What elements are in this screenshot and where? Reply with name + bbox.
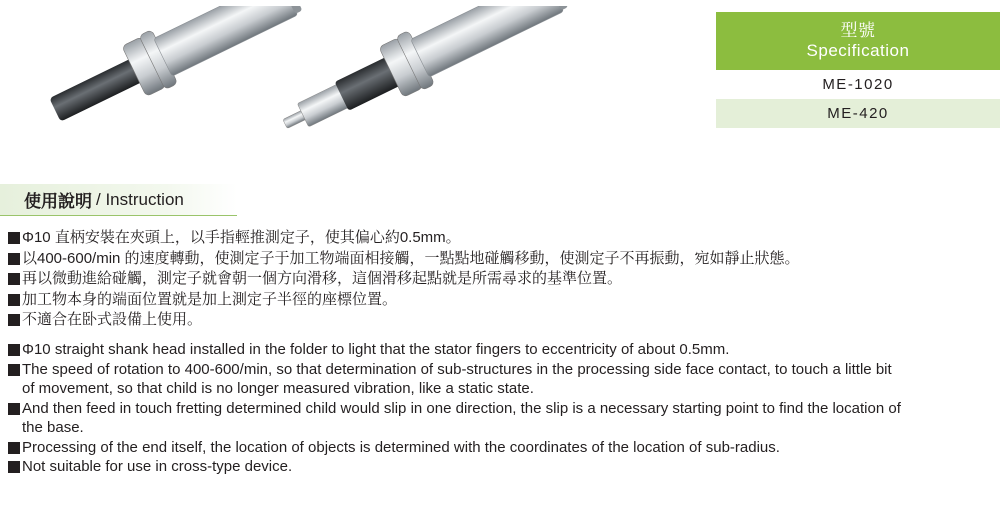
list-item — [8, 340, 993, 360]
list-item — [8, 457, 993, 477]
square-bullet-icon — [8, 294, 20, 306]
section-title-en: / Instruction — [96, 189, 184, 209]
list-item-text: The speed of rotation to 400-600/min, so that determination of sub-structures in the processing side face contact, to touch a little bit of movement, so that child is no longer measured vibration, like a static state. — [22, 360, 892, 397]
instruction-list — [8, 228, 993, 477]
list-item — [8, 360, 993, 399]
square-bullet-icon — [8, 364, 20, 376]
square-bullet-icon — [8, 253, 20, 265]
edge-finder-illustrations — [40, 6, 600, 146]
list-item-text: Not suitable for use in cross-type device. — [22, 458, 293, 475]
list-item — [8, 438, 993, 458]
list-item-text: 加工物本身的端面位置就是加上測定子半徑的座標位置。 — [22, 290, 398, 308]
spec-row: ME-1020 — [822, 76, 894, 93]
spec-row: ME-420 — [716, 99, 1000, 128]
spec-title-en: Specification — [806, 41, 910, 60]
list-item-text: 以400-600/min 的速度轉動，使測定子于加工物端面相接觸，一點點地碰觸移動，使測定子不再振動，宛如靜止狀態。 — [22, 249, 800, 267]
product-images — [40, 6, 600, 146]
instructions-zh — [8, 228, 993, 330]
square-bullet-icon — [8, 344, 20, 356]
square-bullet-icon — [8, 461, 20, 473]
list-item — [8, 228, 993, 248]
list-item-text: And then feed in touch fretting determined child would slip in one direction, the slip is a necessary starting point to find the location of the base. — [22, 399, 901, 436]
list-item — [8, 310, 993, 330]
spec-table — [716, 12, 1000, 128]
list-item-text: Φ10 straight shank head installed in the folder to light that the stator fingers to eccentricity of about 0.5mm. — [22, 341, 730, 358]
list-item-text: 再以微動進給碰觸，測定子就會朝一個方向滑移，這個滑移起點就是所需尋求的基準位置。 — [22, 270, 623, 287]
list-item-text: Processing of the end itself, the location of objects is determined with the coordinates of the location of sub-radius. — [22, 438, 780, 456]
list-item — [8, 269, 993, 289]
list-item-text: Φ10 直柄安裝在夾頭上，以手指輕推測定子，使其偏心約0.5mm。 — [22, 229, 461, 246]
spec-title-zh: 型號 — [840, 21, 876, 40]
list-item — [8, 249, 993, 269]
spec-header — [716, 12, 1000, 70]
list-item — [8, 399, 993, 438]
square-bullet-icon — [8, 442, 20, 454]
list-item-text: 不適合在卧式設備上使用。 — [22, 311, 203, 328]
instructions-en — [8, 340, 993, 477]
edge-finder-2 — [272, 6, 573, 146]
section-title-zh: 使用說明 — [24, 192, 92, 211]
edge-finder-1 — [42, 6, 307, 137]
list-item — [8, 290, 993, 310]
section-title — [0, 184, 237, 216]
square-bullet-icon — [8, 232, 20, 244]
square-bullet-icon — [8, 403, 20, 415]
square-bullet-icon — [8, 314, 20, 326]
square-bullet-icon — [8, 273, 20, 285]
